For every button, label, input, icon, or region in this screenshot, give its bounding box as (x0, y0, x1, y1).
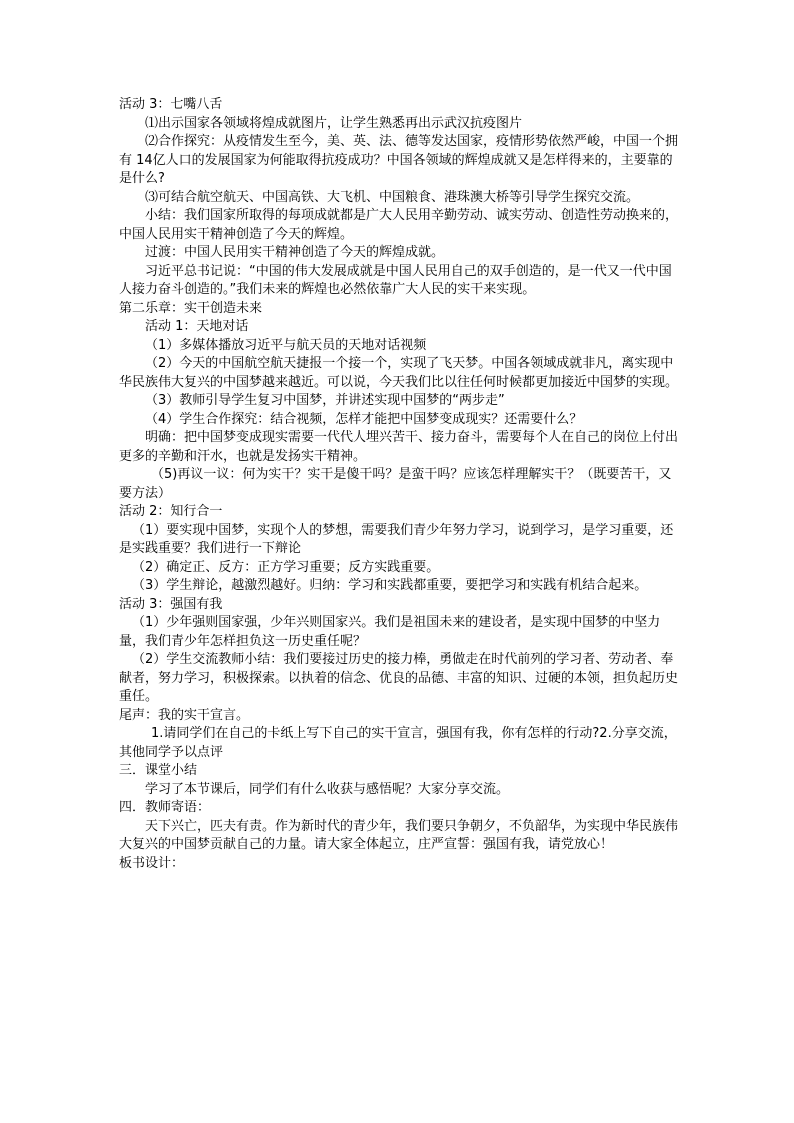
activity-2-heading: 活动 2：知行合一 (119, 504, 223, 519)
paragraph-discuss-again: （5)再议一议：何为实干？实干是傻干吗？是蛮干吗？应该怎样理解实干？（既要苦干，又要方法） (119, 467, 672, 501)
paragraph-sides: （2）确定正、反方：正方学习重要；反方实践重要。 (132, 559, 440, 575)
activity-3-heading: 活动 3：七嘴八舌 (119, 97, 223, 112)
paragraph-class-summary: 学习了本节课后，同学们有什么收获与感悟呢？大家分享交流。 (145, 781, 510, 797)
activity-3b-heading: 活动 3：强国有我 (119, 596, 223, 612)
paragraph-summary: 小结：我们国家所取得的每项成就都是广大人民用辛勤劳动、诚实劳动、创造性劳动换来的，中国人民用实干精神创造了今天的辉煌。 (119, 208, 679, 242)
paragraph-youth-strong: （1）少年强则国家强，少年兴则国家兴。我们是祖国未来的建设者，是实现中国梦的中坚力量，我们青少年怎样担负这一历史重任呢？ (119, 615, 661, 649)
paragraph-video: （1）多媒体播放习近平与航天员的天地对话视频 (145, 337, 427, 353)
paragraph-teacher-summary: （2）学生交流教师小结：我们要接过历史的接力棒，勇做走在时代前列的学习者、劳动者、奉献者，努力学习，积极探索。以执着的信念、优良的品德、丰富的知识、过硬的本领，担负起历史重任。 (119, 652, 679, 704)
paragraph-clarify: 明确：把中国梦变成现实需要一代代人埋兴苦干、接力奋斗，需要每个人在自己的岗位上付出更多的辛勤和汗水，也就是发扬实干精神。 (119, 430, 679, 464)
paragraph-transition: 过渡：中国人民用实干精神创造了今天的辉煌成就。 (145, 245, 445, 260)
paragraph-aerospace: （2）今天的中国航空航天捷报一个接一个，实现了飞天梦。中国各领域成就非凡，离实现中华民族伟大复兴的中国梦越来越近。可以说，今天我们比以往任何时候都更加接近中国梦的实现。 (119, 356, 679, 390)
paragraph-quote: 习近平总书记说：“中国的伟大发展成就是中国人民用自己的双手创造的，是一代又一代中国人接力奋斗创造的。”我们未来的辉煌也必然依靠广大人民的实干来实现。 (119, 263, 672, 297)
paragraph-guide-exploration: ⑶可结合航空航天、中国高铁、大飞机、中国粮食、港珠澳大桥等引导学生探究交流。 (145, 189, 640, 205)
paragraph-show-images: ⑴出示国家各领域将煌成就图片，让学生熟悉再出示武汉抗疫图片 (145, 115, 523, 131)
section-teacher-message-heading: 四．教师寄语： (119, 800, 211, 815)
document-page (119, 96, 683, 873)
section-second-movement-heading: 第二乐章：实干创造未来 (119, 300, 263, 316)
paragraph-debate-intro: （1）要实现中国梦，实现个人的梦想，需要我们青少年努力学习，说到学习，是学习重要，还是实践重要？我们进行一下辩论 (119, 522, 674, 556)
section-class-summary-heading: 三．课堂小结 (119, 763, 198, 778)
board-design-heading: 板书设计： (119, 855, 185, 871)
activity-1-heading: 活动 1：天地对话 (145, 319, 249, 334)
paragraph-teacher-message: 天下兴亡，匹夫有责。作为新时代的青少年，我们要只争朝夕，不负韶华，为实现中华民族伟大复兴的中国梦贡献自己的力量。请大家全体起立，庄严宣誓：强国有我，请党放心！ (119, 818, 679, 852)
paragraph-two-steps: （3）教师引导学生复习中国梦，并讲述实现中国梦的“两步走” (145, 393, 505, 408)
paragraph-student-inquiry: （4）学生合作探究：结合视频，怎样才能把中国梦变成现实？还需要什么？ (145, 411, 583, 427)
paragraph-debate-summary: （3）学生辩论，越激烈越好。归纳：学习和实践都重要，要把学习和实践有机结合起来。 (132, 578, 648, 593)
epilogue-heading: 尾声：我的实干宣言。 (119, 707, 250, 723)
paragraph-cooperative-inquiry: ⑵合作探究：从疫情发生至今，美、英、法、德等发达国家，疫情形势依然严峻，中国一个拥有 14亿人口的发展国家为何能取得抗疫成功？中国各领域的辉煌成就又是怎样得来的，主要靠的是什么? (119, 134, 679, 186)
paragraph-declaration: 1.请同学们在自己的卡纸上写下自己的实干宣言，强国有我，你有怎样的行动?2.分享交流，其他同学予以点评 (119, 726, 677, 760)
